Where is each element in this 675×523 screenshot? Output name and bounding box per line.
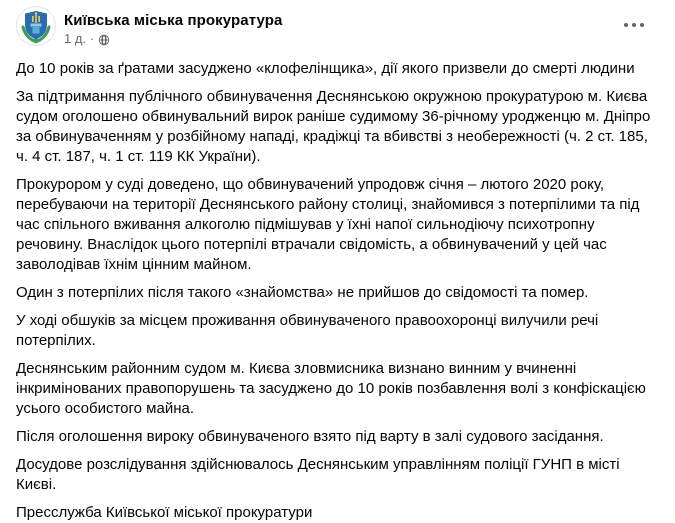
post-paragraph: Один з потерпілих після такого «знайомства» не прийшов до свідомості та помер. (16, 284, 589, 301)
header-info (64, 6, 282, 47)
post-text (0, 47, 675, 523)
post-paragraph: Досудове розслідування здійснювалось Деснянським управлінням поліції ГУНП в місті Києві. (16, 456, 624, 493)
globe-privacy-icon (98, 34, 110, 46)
post-header (0, 0, 675, 47)
post-paragraph: Прокурором у суді доведено, що обвинувачений упродовж січня – лютого 2020 року, перебуваючи на території Деснянського району столиці, знайомився з потерпілими та під час спільного вживання алкоголю підмішував у їхні напої сильнодіючу психотропну речовину. Внаслідок цього потерпілі втрачали свідомість, а обвинувачений у цей час заволодівав їхнім цінним майном. (16, 176, 644, 273)
post-paragraph: Пресслужба Київської міської прокуратури (16, 504, 313, 521)
page-avatar[interactable] (16, 6, 56, 46)
meta-separator: · (90, 31, 95, 46)
timestamp-link[interactable]: 1 д. (64, 31, 87, 46)
post-paragraph: Після оголошення вироку обвинуваченого взято під варту в залі судового засідання. (16, 428, 604, 445)
post-paragraph: За підтримання публічного обвинувачення Деснянською окружною прокуратурою м. Києва судом оголошено обвинувальний вирок раніше судимому 36-річному уродженцю м. Дніпро за обвинуваченням у розбійному нападі, крадіжці та вбивстві з необережності (ч. 2 ст. 185, ч. 4 ст. 187, ч. 1 ст. 119 КК України). (16, 88, 655, 165)
ellipsis-icon (624, 23, 628, 27)
more-options-button[interactable] (620, 13, 648, 37)
post-meta (64, 31, 282, 47)
page-name-link[interactable]: Київська міська прокуратура (64, 12, 283, 29)
post-paragraph: У ході обшуків за місцем проживання обвинуваченого правоохоронці вилучили речі потерпілих. (16, 312, 603, 349)
post-paragraph: Деснянським районним судом м. Києва зловмисника визнано винним у вчиненні інкримінованих правопорушень та засуджено до 10 років позбавлення волі з конфіскацією усього особистого майна. (16, 360, 651, 417)
ellipsis-icon (632, 23, 636, 27)
prosecutor-office-emblem-icon (16, 6, 56, 46)
post-paragraph: До 10 років за ґратами засуджено «клофелінщика», дії якого призвели до смерті людини (16, 60, 635, 77)
ellipsis-icon (640, 23, 644, 27)
